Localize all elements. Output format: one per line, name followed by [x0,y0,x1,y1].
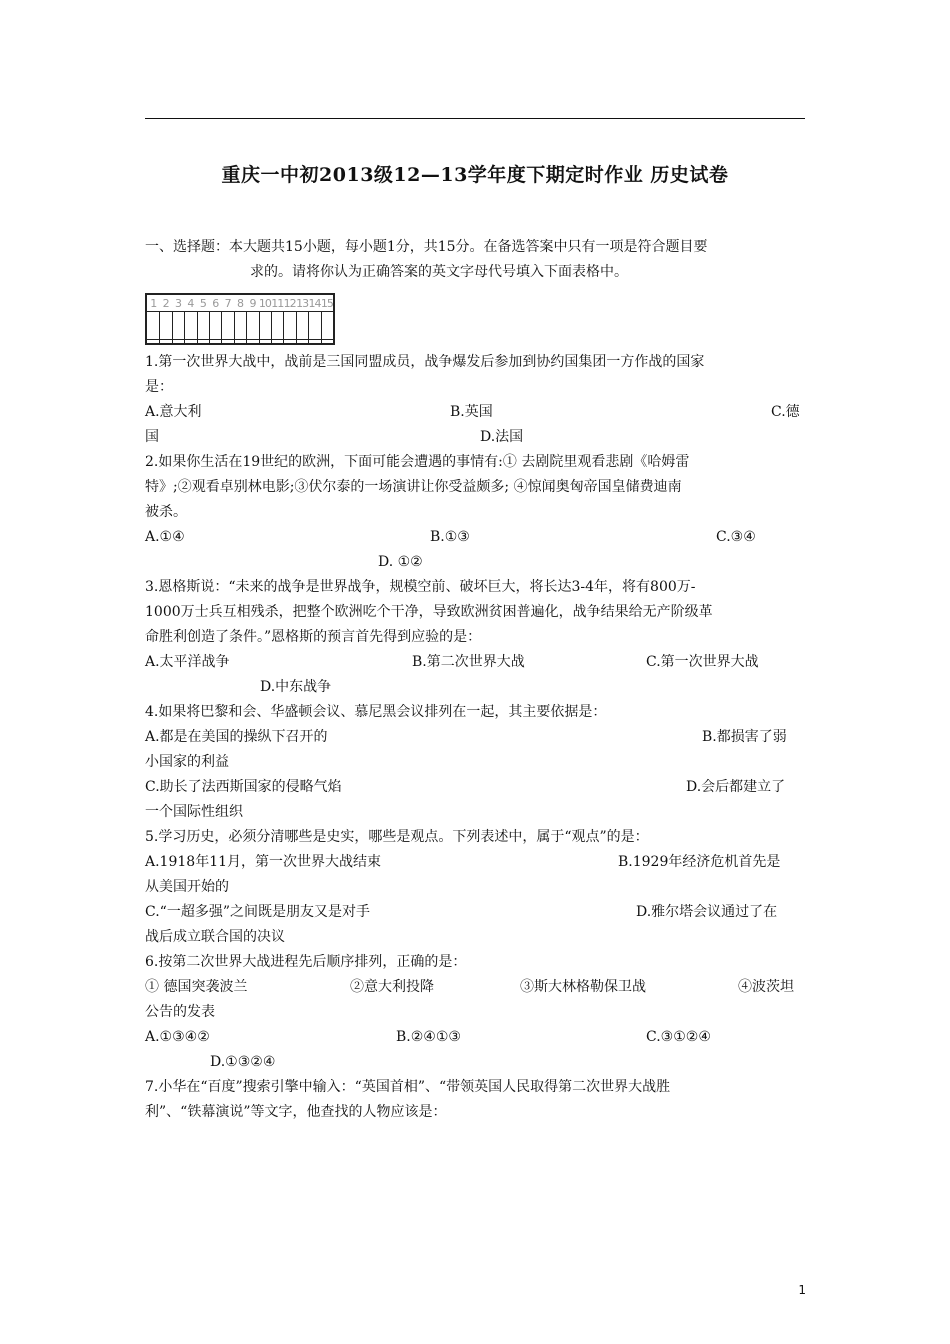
q6-item-4-cont: 公告的发表 [145,1004,215,1020]
grid-row-line [147,339,333,340]
grid-col-line [246,311,247,343]
q6-item-2: ②意大利投降 [350,979,434,995]
grid-number: 7 [224,297,231,310]
q2-option-a: A.①④ [145,529,185,545]
q6-option-d: D.①③②④ [210,1054,276,1070]
grid-col-line [197,311,198,343]
q7-stem-line2: 利”、“铁幕演说”等文字，他查找的人物应该是： [145,1104,447,1120]
grid-number: 4 [187,297,194,310]
page-number: 1 [798,1283,806,1297]
q1-option-d: D.法国 [480,429,524,445]
grid-number: 3 [175,297,182,310]
q6-item-1: ① 德国突袭波兰 [145,979,248,995]
q3-option-b: B.第二次世界大战 [412,654,525,670]
grid-number: 1 [150,297,157,310]
grid-row-line [147,311,333,312]
grid-col-line [321,311,322,343]
q3-stem-line3: 命胜利创造了条件。”恩格斯的预言首先得到应验的是： [145,629,482,645]
page-title: 重庆一中初2013级12—13学年度下期定时作业 历史试卷 [221,164,729,186]
q2-option-d: D. ①② [378,554,423,570]
q5-option-c: C.“一超多强”之间既是朋友又是对手 [145,904,370,920]
q6-stem-line1: 6.按第二次世界大战进程先后顺序排列，正确的是： [145,954,467,970]
q7-stem-line1: 7.小华在“百度”搜索引擎中输入：“英国首相”、“带领英国人民取得第二次世界大战胜 [145,1079,671,1095]
q3-option-d: D.中东战争 [260,679,332,695]
q5-option-d-cont: 战后成立联合国的决议 [145,929,285,945]
q1-option-c: C.德 [771,404,800,420]
q2-stem-line3: 被杀。 [145,504,187,520]
q1-option-b: B.英国 [450,404,493,420]
grid-number: 12 [283,297,296,310]
q6-option-c: C.③①②④ [646,1029,711,1045]
q6-option-a: A.①③④② [145,1029,210,1045]
q4-option-b-cont: 小国家的利益 [145,754,229,770]
section-instructions-line2: 求的。请将你认为正确答案的英文字母代号填入下面表格中。 [250,264,628,280]
q6-item-4: ④波茨坦 [738,979,794,995]
grid-col-line [308,311,309,343]
grid-col-line [234,311,235,343]
q2-stem-line1: 2.如果你生活在19世纪的欧洲，下面可能会遭遇的事情有:① 去剧院里观看悲剧《哈姆雷 [145,454,690,470]
q2-option-c: C.③④ [716,529,756,545]
q5-option-d: D.雅尔塔会议通过了在 [636,904,778,920]
grid-col-line [184,311,185,343]
grid-number: 15 [320,297,333,310]
grid-number: 13 [296,297,309,310]
q1-option-c-cont: 国 [145,429,159,445]
grid-number: 8 [237,297,244,310]
q3-option-c: C.第一次世界大战 [646,654,759,670]
q2-stem-line2: 特》;②观看卓别林电影;③伏尔泰的一场演讲让你受益颇多; ④惊闻奥匈帝国皇储费迪南 [145,479,682,495]
grid-number: 11 [271,297,284,310]
grid-col-line [283,311,284,343]
q4-option-d-cont: 一个国际性组织 [145,804,243,820]
q4-option-d: D.会后都建立了 [686,779,786,795]
grid-col-line [259,311,260,343]
q3-stem-line2: 1000万士兵互相残杀，把整个欧洲吃个干净，导致欧洲贫困普遍化，战争结果给无产阶级革 [145,604,713,620]
grid-number: 5 [199,297,206,310]
q6-option-b: B.②④①③ [396,1029,461,1045]
q4-option-c: C.助长了法西斯国家的侵略气焰 [145,779,342,795]
q5-option-b: B.1929年经济危机首先是 [618,854,781,870]
grid-col-line [172,311,173,343]
q5-option-b-cont: 从美国开始的 [145,879,229,895]
q4-stem-line1: 4.如果将巴黎和会、华盛顿会议、慕尼黑会议排列在一起，其主要依据是： [145,704,607,720]
section-instructions-line1: 一、选择题：本大题共15小题，每小题1分，共15分。在备选答案中只有一项是符合题目要 [145,239,708,255]
grid-col-line [271,311,272,343]
grid-number: 6 [212,297,219,310]
q1-option-a: A.意大利 [145,404,202,420]
answer-grid [145,293,335,345]
q6-item-3: ③斯大林格勒保卫战 [520,979,646,995]
grid-col-line [159,311,160,343]
grid-number: 10 [258,297,271,310]
q3-option-a: A.太平洋战争 [145,654,230,670]
q1-stem-line1: 1.第一次世界大战中，战前是三国同盟成员，战争爆发后参加到协约国集团一方作战的国家 [145,354,705,370]
q4-option-b: B.都损害了弱 [702,729,787,745]
q3-stem-line1: 3.恩格斯说：“未来的战争是世界战争，规模空前、破坏巨大，将长达3-4年，将有800万- [145,579,696,595]
q1-stem-line2: 是： [145,379,173,395]
grid-number: 9 [249,297,256,310]
grid-col-line [296,311,297,343]
q5-stem-line1: 5.学习历史，必须分清哪些是史实，哪些是观点。下列表述中，属于“观点”的是： [145,829,649,845]
q5-option-a: A.1918年11月，第一次世界大战结束 [145,854,382,870]
grid-number: 14 [308,297,321,310]
grid-number: 2 [162,297,169,310]
q4-option-a: A.都是在美国的操纵下召开的 [145,729,328,745]
grid-col-line [221,311,222,343]
header-rule [145,118,805,119]
grid-col-line [209,311,210,343]
q2-option-b: B.①③ [430,529,470,545]
